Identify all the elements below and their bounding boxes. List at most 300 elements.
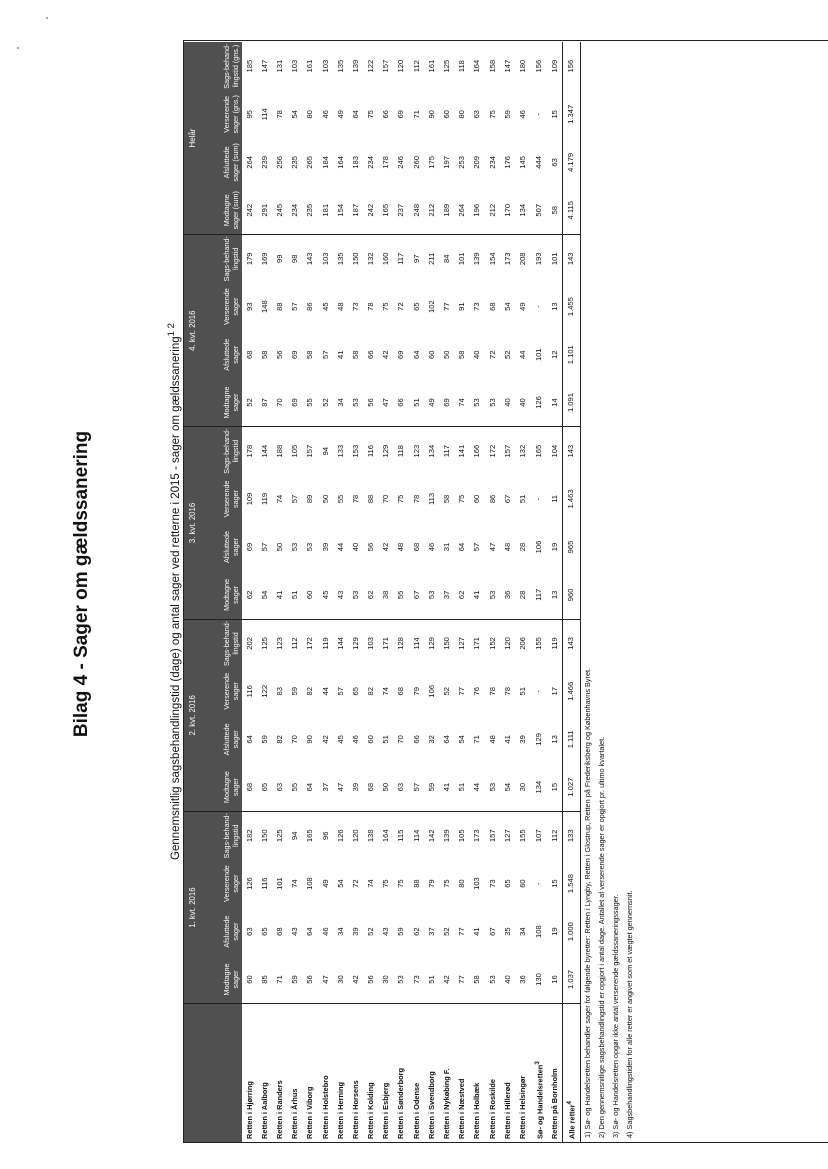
court-name: Retten i Kolding bbox=[366, 1082, 376, 1139]
value-cell: 125 bbox=[259, 637, 269, 650]
table-row bbox=[531, 42, 547, 1142]
value-cell: 157 bbox=[305, 444, 315, 458]
value-cell: 157 bbox=[502, 444, 512, 458]
value-cell: 58 bbox=[305, 350, 315, 359]
value-cell: 68 bbox=[411, 542, 421, 552]
value-cell: 34 bbox=[517, 927, 527, 936]
value-cell: 117 bbox=[531, 571, 547, 619]
footnote: 3) Sø- og Handelsretten opgør ikke antal verserende gældssaneringssager. bbox=[610, 894, 620, 1138]
value-cell: 96 bbox=[320, 831, 330, 840]
value-cell: 48 bbox=[487, 735, 497, 744]
value-cell: 77 bbox=[457, 927, 467, 936]
value-cell: 103 bbox=[320, 59, 330, 73]
value-cell: 95 bbox=[244, 110, 254, 119]
period-header: 3. kvt. 2016 bbox=[184, 427, 200, 619]
value-cell: 69 bbox=[244, 542, 254, 552]
value-cell: 134 bbox=[515, 186, 530, 234]
column-subheader: Verserende sager bbox=[200, 667, 242, 715]
value-cell: 109 bbox=[549, 59, 559, 73]
table-row bbox=[379, 42, 394, 1142]
value-cell: 57 bbox=[290, 302, 300, 311]
value-cell: 73 bbox=[472, 302, 482, 311]
value-cell: 14 bbox=[547, 379, 563, 427]
value-cell: 119 bbox=[549, 637, 559, 650]
value-cell: 129 bbox=[426, 637, 436, 650]
value-cell: 120 bbox=[396, 59, 406, 73]
value-cell: 16 bbox=[547, 956, 563, 1004]
value-cell: 4.115 bbox=[563, 186, 580, 234]
value-cell: 78 bbox=[487, 687, 497, 696]
court-name-cell bbox=[531, 1004, 547, 1142]
value-cell: 53 bbox=[348, 571, 363, 619]
value-cell: 42 bbox=[381, 350, 391, 359]
footnote: 4) Sagsbehandlingstiden for alle retter er angivet som et vægtet gennemsnit. bbox=[624, 890, 634, 1138]
value-cell: 212 bbox=[485, 186, 500, 234]
value-cell: 234 bbox=[288, 186, 303, 234]
value-cell: 51 bbox=[409, 379, 424, 427]
value-cell: 108 bbox=[305, 877, 315, 890]
value-cell: 1.111 bbox=[563, 715, 580, 763]
value-cell: 60 bbox=[242, 956, 257, 1004]
value-cell: 55 bbox=[288, 763, 303, 811]
value-cell: 55 bbox=[335, 494, 345, 504]
value-cell: 85 bbox=[257, 956, 272, 1004]
value-cell: 147 bbox=[502, 59, 512, 73]
value-cell: 36 bbox=[515, 956, 530, 1004]
table-row bbox=[485, 42, 500, 1142]
value-cell: 118 bbox=[457, 60, 467, 73]
court-name: Retten i Herning bbox=[335, 1081, 345, 1139]
court-name-cell bbox=[348, 1004, 363, 1142]
value-cell: 164 bbox=[472, 59, 482, 73]
value-cell: 128 bbox=[396, 637, 406, 650]
footnote: 2) Den gennemsnitlige sagsbehandlingstid er opgjort i antal dage. Antallet af verserende sager er opgjort pr. ultimo kvartalet. bbox=[596, 736, 606, 1138]
value-cell: 164 bbox=[381, 829, 391, 843]
value-cell: 74 bbox=[455, 379, 470, 427]
value-cell: 15 bbox=[547, 763, 563, 811]
value-cell: 114 bbox=[411, 637, 421, 650]
column-subheader: Verserende sager bbox=[200, 283, 242, 331]
value-cell: 74 bbox=[290, 879, 300, 888]
value-cell: 161 bbox=[305, 59, 315, 73]
value-cell: 30 bbox=[333, 956, 348, 1004]
value-cell: 112 bbox=[549, 829, 559, 842]
value-cell: 53 bbox=[305, 542, 315, 552]
value-cell: 172 bbox=[487, 444, 497, 458]
value-cell: 60 bbox=[442, 110, 452, 119]
value-cell: 156 bbox=[563, 42, 580, 90]
table-row bbox=[348, 42, 363, 1142]
value-cell: 51 bbox=[288, 571, 303, 619]
value-cell: 256 bbox=[274, 156, 284, 169]
value-cell: 125 bbox=[274, 829, 284, 843]
value-cell: 126 bbox=[531, 379, 547, 427]
value-cell: 507 bbox=[531, 186, 547, 234]
value-cell: 40 bbox=[350, 542, 360, 552]
value-cell: 173 bbox=[502, 252, 512, 266]
value-cell: 48 bbox=[396, 542, 406, 552]
value-cell: 264 bbox=[455, 186, 470, 234]
value-cell: 78 bbox=[502, 687, 512, 696]
value-cell: 55 bbox=[394, 571, 409, 619]
value-cell: 1.037 bbox=[563, 956, 580, 1004]
value-cell: 206 bbox=[517, 637, 527, 650]
value-cell: 65 bbox=[257, 763, 272, 811]
court-name: Sø- og Handelsretten bbox=[535, 1064, 545, 1139]
value-cell: 94 bbox=[290, 831, 300, 840]
table-row bbox=[394, 42, 409, 1142]
value-cell: 59 bbox=[502, 110, 512, 119]
value-cell: 141 bbox=[457, 444, 467, 458]
value-cell: 77 bbox=[442, 302, 452, 311]
value-cell: 176 bbox=[502, 156, 512, 169]
court-name-cell bbox=[379, 1004, 394, 1142]
value-cell: 65 bbox=[350, 687, 360, 696]
value-cell: 106 bbox=[426, 684, 436, 698]
value-cell: 60 bbox=[366, 735, 376, 744]
value-cell: 165 bbox=[305, 829, 315, 843]
table-header bbox=[184, 42, 242, 1142]
value-cell: 1.463 bbox=[563, 475, 580, 523]
value-cell: 51 bbox=[517, 494, 527, 504]
value-cell: 64 bbox=[303, 763, 318, 811]
period-header: 1. kvt. 2016 bbox=[184, 811, 200, 1003]
value-cell: 122 bbox=[366, 59, 376, 73]
value-cell: 57 bbox=[472, 542, 482, 552]
table-caption-superscript: 1 2 bbox=[166, 323, 177, 337]
value-cell: 242 bbox=[242, 186, 257, 234]
court-name: Retten i Næstved bbox=[457, 1078, 467, 1139]
value-cell: 13 bbox=[549, 302, 559, 311]
value-cell: 64 bbox=[457, 542, 467, 552]
value-cell: 54 bbox=[500, 763, 515, 811]
value-cell: 119 bbox=[259, 492, 269, 505]
value-cell: 118 bbox=[396, 445, 406, 458]
value-cell: 113 bbox=[426, 492, 436, 505]
value-cell: 237 bbox=[394, 186, 409, 234]
value-cell: 143 bbox=[305, 252, 315, 266]
value-cell: 15 bbox=[549, 879, 559, 888]
court-name: Retten i Svendborg bbox=[426, 1071, 436, 1139]
value-cell: 185 bbox=[244, 59, 254, 73]
value-cell: 46 bbox=[426, 542, 436, 552]
value-cell: 64 bbox=[244, 735, 254, 744]
value-cell: 154 bbox=[487, 252, 497, 266]
value-cell: 52 bbox=[242, 379, 257, 427]
rotated-table-page bbox=[160, 40, 828, 1143]
value-cell: 69 bbox=[396, 350, 406, 359]
value-cell: 55 bbox=[303, 379, 318, 427]
case-statistics-table bbox=[184, 42, 637, 1142]
value-cell: 11 bbox=[549, 495, 559, 503]
value-cell: 58 bbox=[259, 350, 269, 359]
value-cell: 103 bbox=[320, 252, 330, 266]
column-subheader: Verserende sager bbox=[200, 860, 242, 908]
value-cell: 19 bbox=[549, 542, 559, 552]
value-cell: 1.347 bbox=[563, 90, 580, 138]
value-cell: 60 bbox=[472, 494, 482, 504]
court-name: Retten i Nykøbing F. bbox=[442, 1068, 452, 1139]
value-cell: 63 bbox=[472, 110, 482, 119]
value-cell: 180 bbox=[517, 59, 527, 73]
value-cell: 80 bbox=[457, 110, 467, 119]
value-cell: 41 bbox=[439, 763, 454, 811]
value-cell: 47 bbox=[487, 542, 497, 552]
value-cell: - bbox=[533, 305, 543, 308]
value-cell: 54 bbox=[457, 735, 467, 744]
value-cell: 82 bbox=[274, 735, 284, 744]
value-cell: 36 bbox=[500, 571, 515, 619]
value-cell: 171 bbox=[472, 637, 482, 650]
value-cell: 165 bbox=[533, 444, 543, 458]
value-cell: 265 bbox=[305, 156, 315, 169]
value-cell: 78 bbox=[274, 110, 284, 119]
value-cell: 51 bbox=[381, 735, 391, 744]
value-cell: 1.101 bbox=[563, 331, 580, 379]
column-subheader: Modtagne sager (sum) bbox=[200, 186, 242, 234]
value-cell: 78 bbox=[366, 302, 376, 311]
court-name-cell bbox=[439, 1004, 454, 1142]
value-cell: 40 bbox=[500, 956, 515, 1004]
value-cell: 142 bbox=[426, 829, 436, 843]
value-cell: 135 bbox=[335, 59, 345, 73]
value-cell: 133 bbox=[335, 444, 345, 458]
subheader-row bbox=[200, 42, 242, 1142]
value-cell: 47 bbox=[333, 763, 348, 811]
value-cell: 143 bbox=[563, 235, 580, 283]
court-name-cell bbox=[394, 1004, 409, 1142]
value-cell: 99 bbox=[274, 254, 284, 264]
value-cell: 209 bbox=[472, 156, 482, 169]
value-cell: 114 bbox=[411, 829, 421, 842]
column-subheader: Sags-behand-lingstid bbox=[200, 235, 242, 283]
value-cell: 17 bbox=[549, 687, 559, 696]
value-cell: 65 bbox=[259, 927, 269, 936]
value-cell: 181 bbox=[318, 186, 333, 234]
value-cell: 246 bbox=[396, 156, 406, 169]
table-row bbox=[272, 42, 287, 1142]
value-cell: 138 bbox=[366, 829, 376, 843]
period-header: Helår bbox=[184, 42, 200, 235]
value-cell: 444 bbox=[533, 156, 543, 169]
value-cell: 183 bbox=[350, 156, 360, 169]
value-cell: 132 bbox=[366, 252, 376, 266]
value-cell: 67 bbox=[409, 571, 424, 619]
value-cell: 56 bbox=[364, 379, 379, 427]
value-cell: 68 bbox=[274, 927, 284, 936]
value-cell: 156 bbox=[533, 59, 543, 73]
table-body bbox=[242, 42, 637, 1142]
value-cell: 43 bbox=[333, 571, 348, 619]
value-cell: 147 bbox=[259, 59, 269, 73]
column-subheader: Afsluttede sager bbox=[200, 908, 242, 956]
court-name-cell bbox=[500, 1004, 515, 1142]
value-cell: 127 bbox=[457, 637, 467, 650]
value-cell: 150 bbox=[350, 252, 360, 266]
scan-speck bbox=[17, 47, 19, 49]
value-cell: 75 bbox=[457, 494, 467, 504]
value-cell: 105 bbox=[290, 444, 300, 458]
value-cell: 172 bbox=[305, 637, 315, 650]
value-cell: 28 bbox=[517, 542, 527, 552]
value-cell: 52 bbox=[366, 927, 376, 936]
value-cell: 41 bbox=[272, 571, 287, 619]
value-cell: 79 bbox=[426, 879, 436, 888]
court-name-cell bbox=[515, 1004, 530, 1142]
value-cell: 150 bbox=[259, 829, 269, 843]
value-cell: 112 bbox=[411, 60, 421, 73]
value-cell: 1.027 bbox=[563, 763, 580, 811]
value-cell: 53 bbox=[485, 763, 500, 811]
column-subheader: Afsluttede sager (sum) bbox=[200, 138, 242, 186]
value-cell: 43 bbox=[290, 927, 300, 936]
value-cell: 53 bbox=[394, 956, 409, 1004]
column-subheader: Afsluttede sager bbox=[200, 331, 242, 379]
value-cell: 86 bbox=[487, 494, 497, 504]
court-name: Retten i Holstebro bbox=[320, 1075, 330, 1139]
column-subheader: Sags-behand-lingstid (gns.) bbox=[200, 42, 242, 90]
value-cell: 73 bbox=[487, 879, 497, 888]
value-cell: 71 bbox=[411, 110, 421, 119]
value-cell: 196 bbox=[470, 186, 485, 234]
value-cell: 49 bbox=[320, 879, 330, 888]
value-cell: 54 bbox=[335, 879, 345, 888]
value-cell: 139 bbox=[442, 829, 452, 843]
court-name-cell bbox=[242, 1004, 257, 1142]
value-cell: 116 bbox=[244, 685, 254, 698]
value-cell: 179 bbox=[244, 252, 254, 266]
footnote-row bbox=[595, 42, 609, 1142]
value-cell: 68 bbox=[396, 687, 406, 696]
value-cell: 58 bbox=[470, 956, 485, 1004]
value-cell: 117 bbox=[442, 445, 452, 458]
value-cell: 130 bbox=[531, 956, 547, 1004]
value-cell: 129 bbox=[533, 733, 543, 746]
value-cell: 239 bbox=[259, 156, 269, 169]
value-cell: 144 bbox=[259, 444, 269, 458]
court-name-cell bbox=[318, 1004, 333, 1142]
value-cell: 46 bbox=[517, 110, 527, 119]
court-name: Retten på Bornholm bbox=[549, 1068, 559, 1139]
value-cell: 155 bbox=[533, 637, 543, 650]
value-cell: 170 bbox=[500, 186, 515, 234]
value-cell: 79 bbox=[411, 687, 421, 696]
value-cell: 69 bbox=[290, 350, 300, 359]
value-cell: 51 bbox=[424, 956, 439, 1004]
value-cell: 59 bbox=[424, 763, 439, 811]
value-cell: 103 bbox=[290, 59, 300, 73]
court-name-cell bbox=[547, 1004, 563, 1142]
value-cell: 134 bbox=[531, 763, 547, 811]
value-cell: 101 bbox=[549, 252, 559, 266]
table-row bbox=[515, 42, 530, 1142]
value-cell: 50 bbox=[320, 494, 330, 504]
value-cell: 187 bbox=[348, 186, 363, 234]
court-name: Retten i Helsingør bbox=[517, 1075, 527, 1139]
value-cell: 52 bbox=[442, 687, 452, 696]
value-cell: 66 bbox=[366, 350, 376, 359]
scan-speck bbox=[46, 17, 48, 19]
value-cell: 120 bbox=[502, 637, 512, 650]
value-cell: 53 bbox=[348, 379, 363, 427]
value-cell: 116 bbox=[259, 877, 269, 890]
value-cell: 139 bbox=[472, 252, 482, 266]
value-cell: 69 bbox=[439, 379, 454, 427]
value-cell: 125 bbox=[442, 59, 452, 73]
value-cell: 197 bbox=[442, 156, 452, 169]
value-cell: 37 bbox=[426, 927, 436, 936]
value-cell: 94 bbox=[320, 446, 330, 456]
value-cell: - bbox=[533, 113, 543, 116]
value-cell: 105 bbox=[457, 829, 467, 843]
column-subheader: Modtagne sager bbox=[200, 763, 242, 811]
value-cell: 50 bbox=[379, 763, 394, 811]
value-cell: 291 bbox=[257, 186, 272, 234]
value-cell: 41 bbox=[502, 735, 512, 744]
value-cell: 74 bbox=[274, 494, 284, 504]
value-cell: 153 bbox=[350, 444, 360, 458]
value-cell: 126 bbox=[335, 829, 345, 843]
value-cell: 34 bbox=[335, 927, 345, 936]
value-cell: 75 bbox=[396, 494, 406, 504]
value-cell: 68 bbox=[487, 302, 497, 311]
court-name: Retten i Odense bbox=[411, 1082, 421, 1139]
value-cell: 58 bbox=[442, 494, 452, 504]
value-cell: 58 bbox=[547, 186, 563, 234]
value-cell: 30 bbox=[379, 956, 394, 1004]
value-cell: 57 bbox=[409, 763, 424, 811]
court-name: Retten i Holbæk bbox=[472, 1082, 482, 1139]
column-subheader: Modtagne sager bbox=[200, 956, 242, 1004]
court-name: Retten i Esbjerg bbox=[381, 1082, 391, 1139]
table-row bbox=[470, 42, 485, 1142]
value-cell: 108 bbox=[533, 925, 543, 938]
value-cell: 34 bbox=[333, 379, 348, 427]
court-name: Retten i Roskilde bbox=[487, 1079, 497, 1139]
value-cell: 53 bbox=[290, 542, 300, 552]
value-cell: 78 bbox=[350, 494, 360, 504]
value-cell: 60 bbox=[517, 879, 527, 888]
value-cell: 75 bbox=[381, 302, 391, 311]
value-cell: 1.091 bbox=[563, 379, 580, 427]
value-cell: 166 bbox=[472, 444, 482, 458]
value-cell: 38 bbox=[379, 571, 394, 619]
value-cell: 88 bbox=[274, 302, 284, 311]
value-cell: 39 bbox=[517, 735, 527, 744]
value-cell: 62 bbox=[242, 571, 257, 619]
value-cell: 48 bbox=[502, 542, 512, 552]
total-row bbox=[563, 42, 580, 1142]
value-cell: 50 bbox=[442, 350, 452, 359]
value-cell: 66 bbox=[381, 110, 391, 119]
value-cell: 164 bbox=[335, 156, 345, 169]
value-cell: 28 bbox=[515, 571, 530, 619]
value-cell: 19 bbox=[549, 927, 559, 936]
table-row bbox=[409, 42, 424, 1142]
value-cell: - bbox=[533, 882, 543, 885]
value-cell: - bbox=[533, 497, 543, 501]
period-header: 4. kvt. 2016 bbox=[184, 235, 200, 427]
value-cell: 74 bbox=[366, 879, 376, 888]
footnote: 1) Sø- og Handelsretten behandler sager for følgende byretter: Retten i Lyngby, Retten i Glostrup, Retten på Frederiksberg og Københavns Byret. bbox=[580, 42, 595, 1142]
value-cell: 77 bbox=[455, 956, 470, 1004]
value-cell: 65 bbox=[411, 302, 421, 311]
value-cell: 248 bbox=[409, 186, 424, 234]
value-cell: 37 bbox=[439, 571, 454, 619]
value-cell: 54 bbox=[502, 302, 512, 311]
value-cell: 116 bbox=[366, 445, 376, 458]
court-name: Retten i Randers bbox=[274, 1080, 284, 1139]
